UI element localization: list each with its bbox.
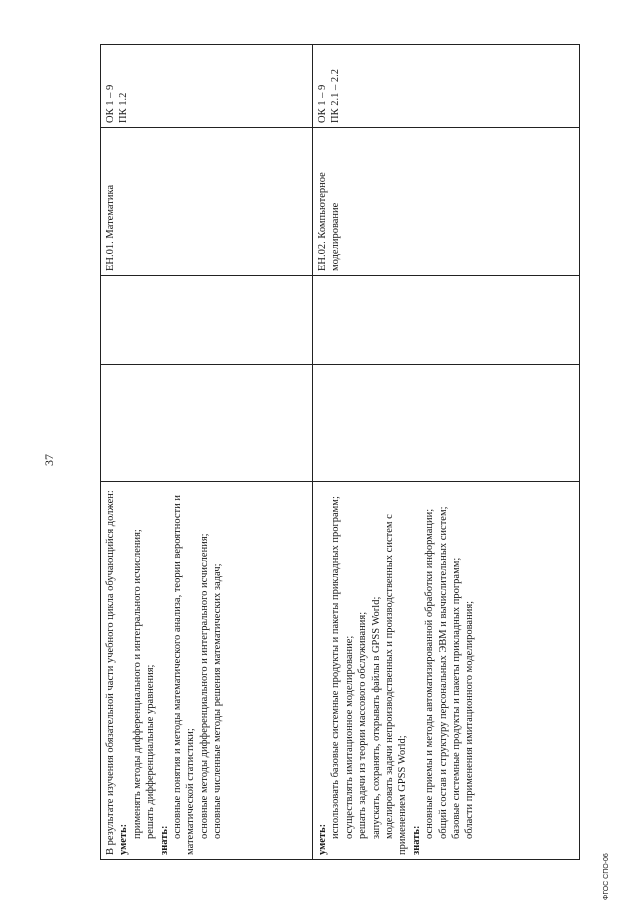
competency-code: ОК 1 – 9 [105,84,116,123]
competency-code: ПК 2.1 – 2.2 [330,69,342,123]
description-line: запускать, сохранять, открывать файлы в GPSS World; [370,596,382,839]
description-line: применять методы дифференциального и интегрального исчисления; [131,529,143,839]
description-cell [313,482,580,860]
description-line: общий состав и структуру персональных ЭВМ и вычислительных систем; [437,506,449,839]
description-label: знать: [158,825,170,855]
description-line: области применения имитационного моделирования; [464,600,476,839]
competencies-cell [313,45,580,128]
empty-cell [101,276,313,365]
competency-code: ОК 1 – 9 [317,84,328,123]
description-line: использовать базовые системные продукты и пакеты прикладных программ; [330,496,342,839]
discipline-cell: ЕН.02. Компьютерное моделирование [313,128,580,276]
competency-code: ПК 1.2 [118,92,130,123]
description-line: основные численные методы решения математических задач; [212,563,224,839]
rotated-page [100,45,580,860]
description-line: моделировать задачи непроизводственных и производственных систем с применением GPSS World; [384,514,409,855]
description-line: основные приемы и методы автоматизированной обработки информации; [424,508,436,839]
description-line: решать дифференциальные уравнения; [145,664,157,839]
description-cell [101,482,313,860]
description-line: В результате изучения обязательной части учебного цикла обучающийся должен: [105,490,116,855]
description-line: основные методы дифференциального и интегрального исчисления; [198,533,210,839]
discipline-cell: ЕН.01. Математика [101,128,313,276]
empty-cell [101,365,313,482]
description-label: знать: [410,825,422,855]
empty-cell [313,276,580,365]
table-row [313,45,580,860]
curriculum-table [100,44,580,860]
table-row [101,45,313,860]
description-line: основные понятия и методы математического анализа, теории вероятности и математической статистики; [172,495,197,855]
description-line: решать задачи из теории массового обслуживания; [357,611,369,839]
competencies-cell [101,45,313,128]
description-label: уметь: [317,823,328,855]
empty-cell [313,365,580,482]
description-line: осуществлять имитационное моделирование; [343,635,355,839]
description-line: базовые системные продукты и пакеты прикладных программ; [451,557,463,839]
page-number: 37 [42,454,56,466]
description-label: уметь: [118,823,130,855]
footer-code: ФГОС СПО-06 [603,853,610,900]
